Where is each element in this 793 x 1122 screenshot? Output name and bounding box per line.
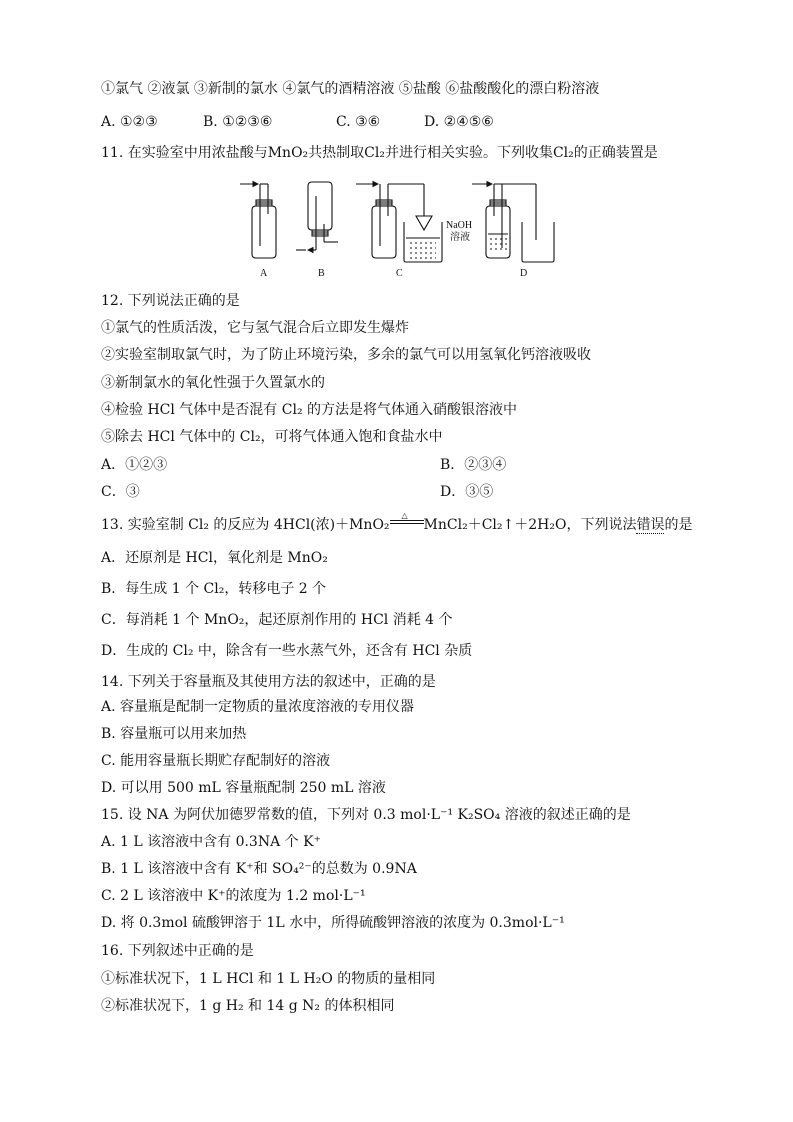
label-d: D — [520, 268, 528, 279]
q13-option-a: A．还原剂是 HCl，氧化剂是 MnO₂ — [101, 550, 328, 566]
apparatus-c — [356, 184, 442, 262]
apparatus-b — [296, 182, 338, 250]
q14-option-b: B. 容量瓶可以用来加热 — [101, 726, 247, 742]
q12-statement-2: ②实验室制取氯气时，为了防止环境污染，多余的氯气可以用氢氧化钙溶液吸收 — [101, 347, 591, 363]
q15-option-b: B. 1 L 该溶液中含有 K⁺和 SO₄²⁻的总数为 0.9NA — [101, 861, 417, 877]
label-a: A — [260, 268, 268, 279]
q12-option-a: A．①②③ — [101, 457, 168, 473]
q16-statement-2: ②标准状况下，1 g H₂ 和 14 g N₂ 的体积相同 — [101, 998, 395, 1014]
q13-emphasis: 错误 — [636, 517, 665, 533]
q13-stem-part-a: 13. 实验室制 Cl₂ 的反应为 4HCl(浓)＋MnO₂ — [101, 517, 390, 533]
q13-option-d: D．生成的 Cl₂ 中，除含有一些水蒸气外，还含有 HCl 杂质 — [101, 643, 473, 659]
q12-option-b: B．②③④ — [440, 457, 507, 473]
q12-statement-4: ④检验 HCl 气体中是否混有 Cl₂ 的方法是将气体通入硝酸银溶液中 — [101, 402, 517, 418]
q14-option-a: A. 容量瓶是配制一定物质的量浓度溶液的专用仪器 — [101, 699, 415, 715]
heat-symbol: △ — [401, 511, 408, 520]
q12-statement-3: ③新制氯水的氧化性强于久置氯水的 — [101, 375, 325, 391]
q15-stem: 15. 设 NA 为阿伏加德罗常数的值，下列对 0.3 mol·L⁻¹ K₂SO₄ 溶液的叙述正确的是 — [101, 807, 631, 823]
equal-sign — [390, 520, 424, 524]
q13-stem — [101, 511, 693, 534]
q10-items: ①氯气 ②液氯 ③新制的氯水 ④氯气的酒精溶液 ⑤盐酸 ⑥盐酸酸化的漂白粉溶液 — [101, 81, 600, 97]
naoh-label-2: 溶液 — [450, 232, 470, 243]
q13-stem-part-d: 的是 — [664, 517, 693, 533]
label-c: C — [396, 268, 403, 279]
q13-option-b: B．每生成 1 个 Cl₂，转移电子 2 个 — [101, 581, 327, 597]
q10-option-d: D. ②④⑤⑥ — [424, 114, 494, 130]
q12-statement-5: ⑤除去 HCl 气体中的 Cl₂，可将气体通入饱和食盐水中 — [101, 429, 443, 445]
q10-option-a: A. ①②③ — [101, 114, 158, 130]
q12-option-c: C．③ — [101, 484, 140, 500]
q13-option-c: C．每消耗 1 个 MnO₂，起还原剂作用的 HCl 消耗 4 个 — [101, 612, 453, 628]
label-b: B — [318, 268, 325, 279]
reaction-arrow — [390, 511, 424, 529]
q13-stem-part-b: MnCl₂＋Cl₂↑＋2H₂O，下列说法 — [423, 517, 637, 533]
q12-statement-1: ①氯气的性质活泼，它与氢气混合后立即发生爆炸 — [101, 320, 409, 336]
q14-option-d: D. 可以用 500 mL 容量瓶配制 250 mL 溶液 — [101, 780, 386, 796]
q14-stem: 14. 下列关于容量瓶及其使用方法的叙述中，正确的是 — [101, 674, 436, 690]
q10-option-c: C. ③⑥ — [336, 114, 381, 130]
q16-statement-1: ①标准状况下，1 L HCl 和 1 L H₂O 的物质的量相同 — [101, 971, 436, 987]
q12-stem: 12. 下列说法正确的是 — [101, 293, 240, 309]
q15-option-c: C. 2 L 该溶液中 K⁺的浓度为 1.2 mol·L⁻¹ — [101, 888, 366, 904]
q16-stem: 16. 下列叙述中正确的是 — [101, 943, 254, 959]
q11-stem: 11. 在实验室中用浓盐酸与MnO₂共热制取Cl₂并进行相关实验。下列收集Cl₂的正确装置是 — [101, 145, 658, 161]
q10-option-b: B. ①②③⑥ — [203, 114, 273, 130]
q14-option-c: C. 能用容量瓶长期贮存配制好的溶液 — [101, 753, 331, 769]
gas-collection-apparatus-figure — [232, 176, 562, 284]
q15-option-d: D. 将 0.3mol 硫酸钾溶于 1L 水中，所得硫酸钾溶液的浓度为 0.3mol·L⁻¹ — [101, 915, 565, 931]
apparatus-d — [472, 184, 554, 262]
naoh-label: NaOH — [446, 220, 473, 231]
apparatus-a — [240, 184, 276, 258]
q12-option-d: D．③⑤ — [440, 484, 494, 500]
q15-option-a: A. 1 L 该溶液中含有 0.3NA 个 K⁺ — [101, 834, 321, 850]
